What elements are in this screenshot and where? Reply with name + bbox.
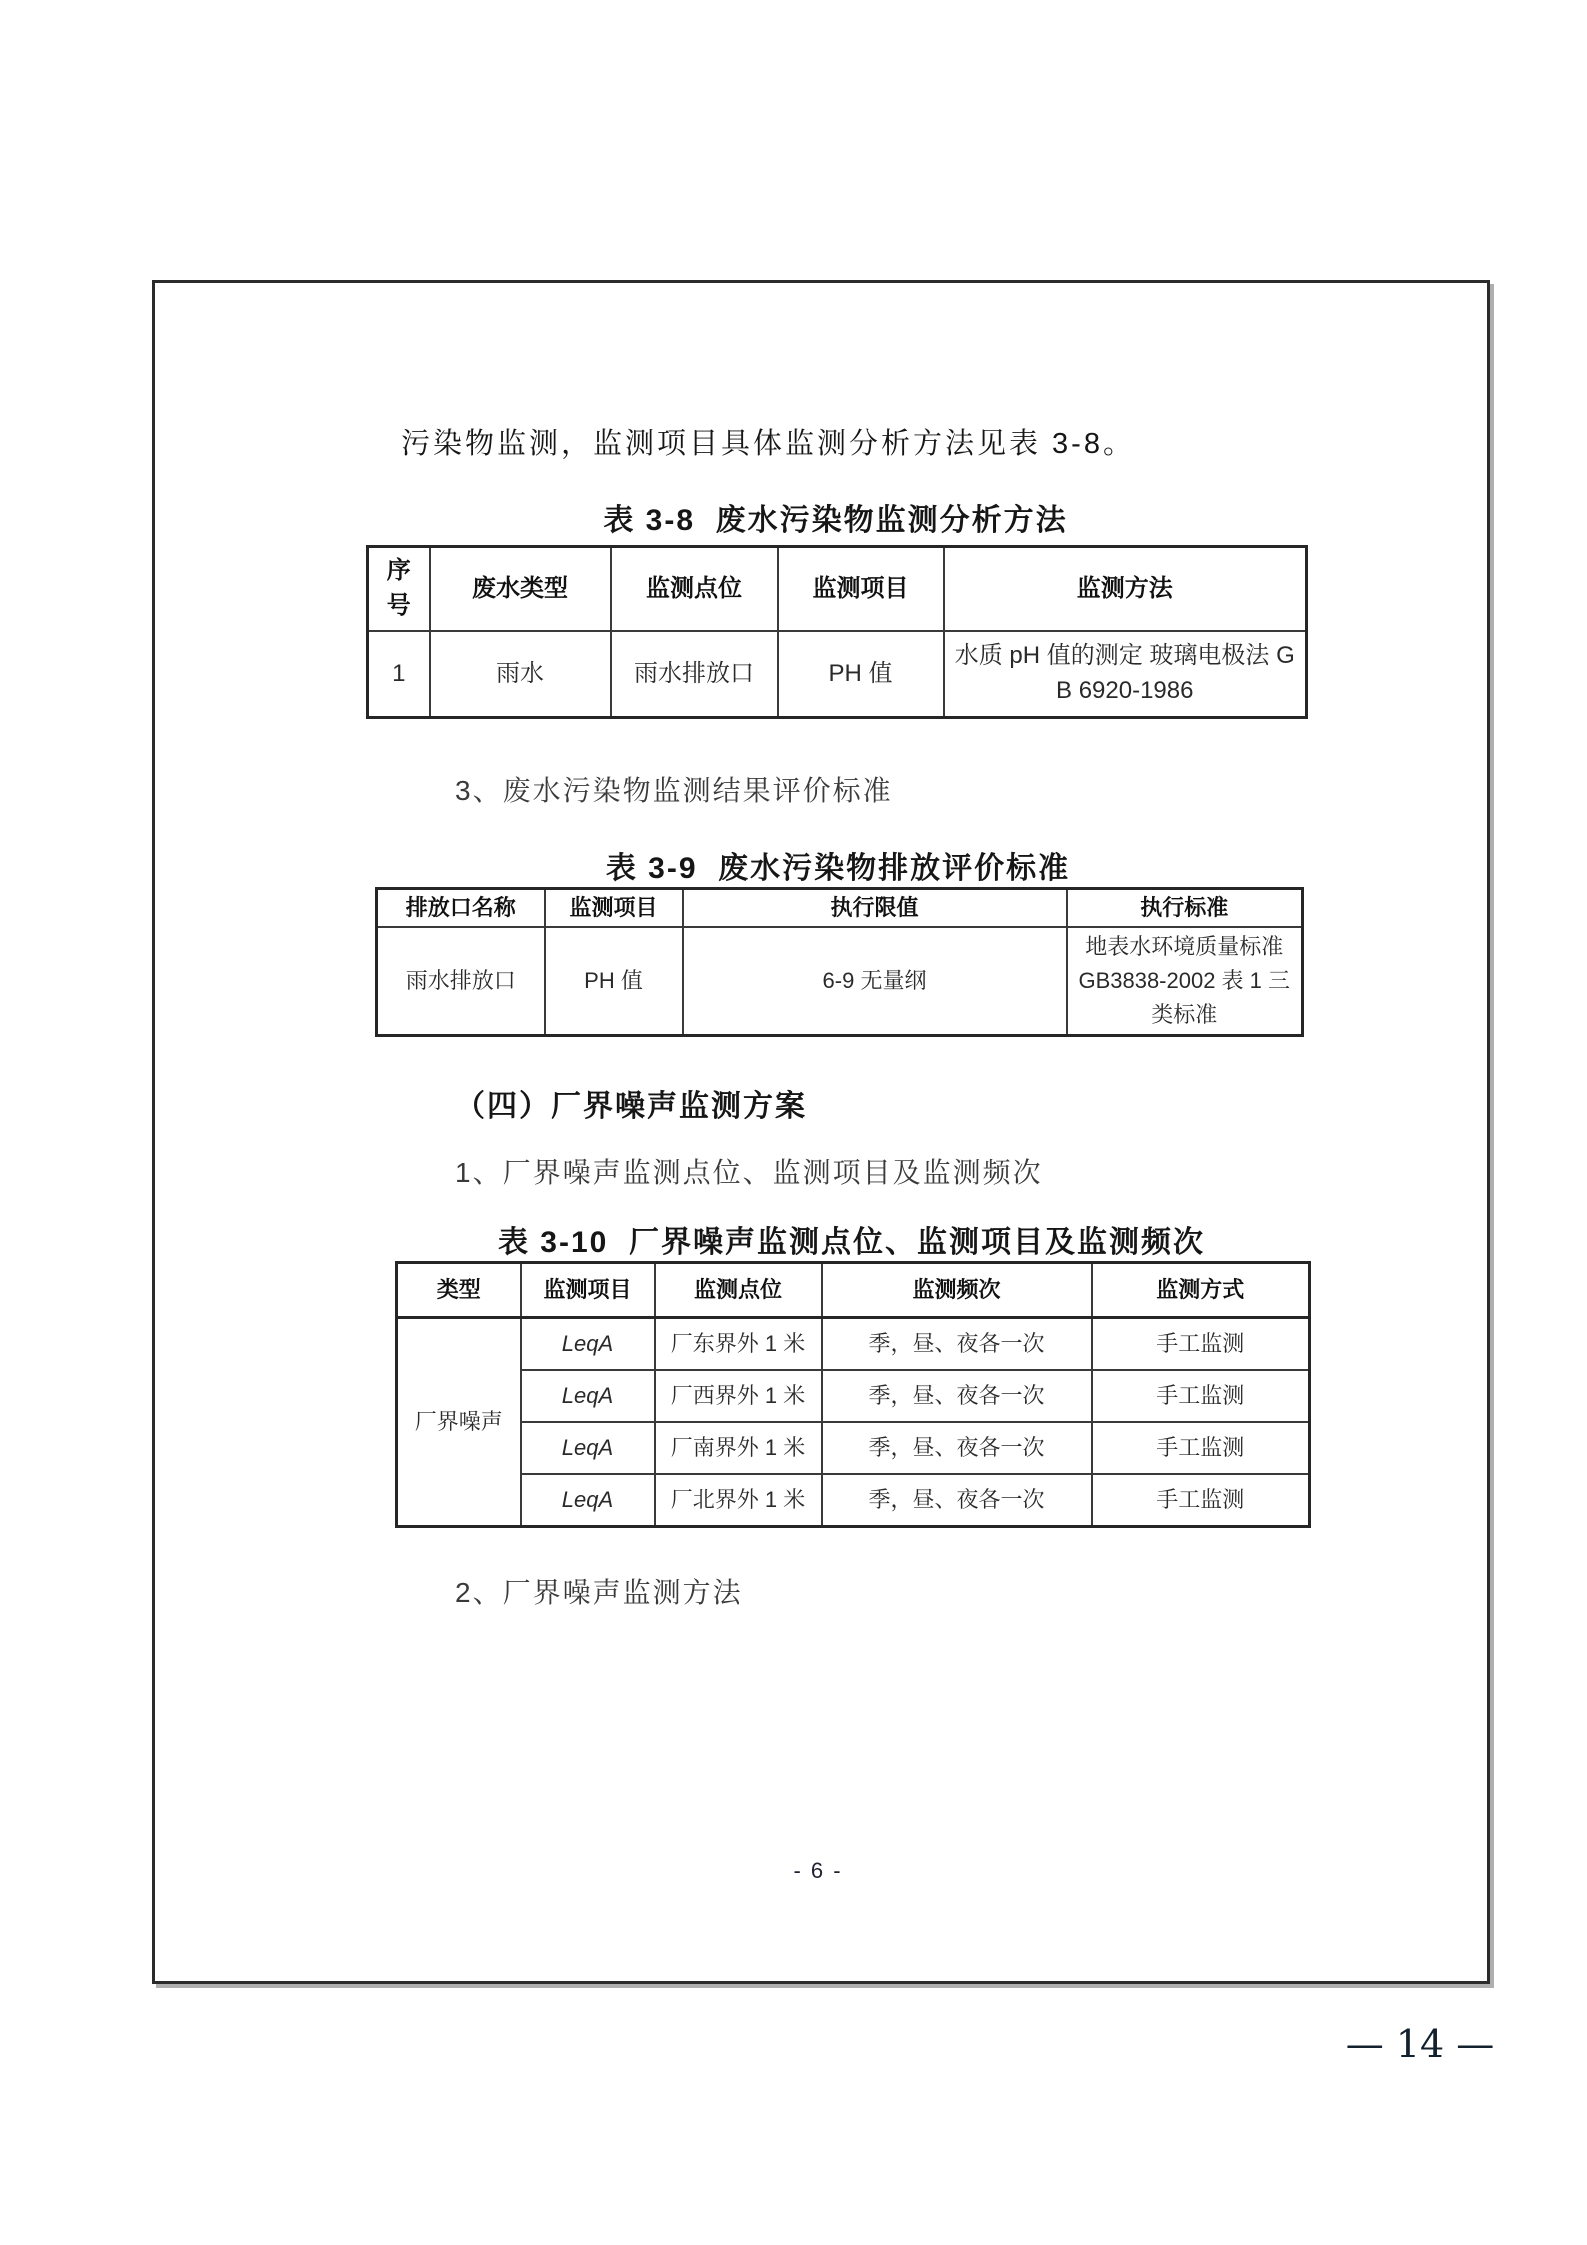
table-3-10-row-east	[397, 1318, 1310, 1371]
cell-monitor-mode: 手工监测	[1092, 1422, 1310, 1474]
column-header-monitor-method: 监测方法	[944, 547, 1307, 632]
table-3-8-header-row	[368, 547, 1307, 632]
document-page-frame	[152, 280, 1490, 1984]
column-header-monitor-point: 监测点位	[611, 547, 778, 632]
cell-monitor-frequency: 季，昼、夜各一次	[822, 1474, 1092, 1527]
column-header-seq: 序号	[368, 547, 430, 632]
cell-monitor-item: LeqA	[521, 1318, 655, 1371]
cell-monitor-mode: 手工监测	[1092, 1318, 1310, 1371]
cell-monitor-item: PH 值	[778, 631, 944, 718]
cell-monitor-frequency: 季，昼、夜各一次	[822, 1318, 1092, 1371]
footer-page-marker: - 6 -	[793, 1858, 843, 1883]
table-3-9-header-row	[377, 889, 1303, 928]
cell-monitor-item: LeqA	[521, 1422, 655, 1474]
table-3-9	[375, 887, 1304, 1037]
column-header-wastewater-type: 废水类型	[430, 547, 611, 632]
cell-monitor-method: 水质 pH 值的测定 玻璃电极法 GB 6920-1986	[944, 631, 1307, 718]
column-header-limit: 执行限值	[683, 889, 1067, 928]
table-3-8	[366, 545, 1308, 719]
table-3-9-data-row	[377, 927, 1303, 1036]
cell-monitor-item: LeqA	[521, 1370, 655, 1422]
cell-seq: 1	[368, 631, 430, 718]
column-header-standard: 执行标准	[1067, 889, 1303, 928]
cell-standard: 地表水环境质量标准 GB3838-2002 表 1 三类标准	[1067, 927, 1303, 1036]
column-header-monitor-item: 监测项目	[778, 547, 944, 632]
cell-monitor-point: 厂东界外 1 米	[655, 1318, 822, 1371]
cell-wastewater-type: 雨水	[430, 631, 611, 718]
cell-monitor-mode: 手工监测	[1092, 1370, 1310, 1422]
heading-item-2: 2、厂界噪声监测方法	[455, 1577, 743, 1608]
table-3-8-title: 表 3-8 废水污染物监测分析方法	[603, 504, 1068, 537]
cell-limit: 6-9 无量纲	[683, 927, 1067, 1036]
cell-monitor-item: LeqA	[521, 1474, 655, 1527]
page-number: — 14 —	[1345, 2022, 1495, 2066]
cell-outlet-name: 雨水排放口	[377, 927, 545, 1036]
column-header-monitor-item: 监测项目	[521, 1263, 655, 1318]
cell-monitor-frequency: 季，昼、夜各一次	[822, 1370, 1092, 1422]
intro-paragraph: 污染物监测，监测项目具体监测分析方法见表 3-8。	[401, 428, 1135, 460]
cell-monitor-point: 厂北界外 1 米	[655, 1474, 822, 1527]
cell-monitor-point: 雨水排放口	[611, 631, 778, 718]
table-3-10-header-row	[397, 1263, 1310, 1318]
table-3-10-row-north	[397, 1474, 1310, 1527]
column-header-monitor-frequency: 监测频次	[822, 1263, 1092, 1318]
table-3-8-data-row	[368, 631, 1307, 718]
column-header-monitor-point: 监测点位	[655, 1263, 822, 1318]
table-3-10-row-west	[397, 1370, 1310, 1422]
table-3-10-title: 表 3-10 厂界噪声监测点位、监测项目及监测频次	[497, 1226, 1206, 1259]
cell-noise-group-label: 厂界噪声	[397, 1318, 521, 1527]
cell-monitor-item: PH 值	[545, 927, 683, 1036]
table-3-9-title: 表 3-9 废水污染物排放评价标准	[605, 852, 1071, 885]
heading-item-3: 3、废水污染物监测结果评价标准	[455, 775, 893, 806]
table-3-10-row-south	[397, 1422, 1310, 1474]
cell-monitor-point: 厂西界外 1 米	[655, 1370, 822, 1422]
column-header-monitor-mode: 监测方式	[1092, 1263, 1310, 1318]
column-header-type: 类型	[397, 1263, 521, 1318]
cell-monitor-mode: 手工监测	[1092, 1474, 1310, 1527]
heading-item-1: 1、厂界噪声监测点位、监测项目及监测频次	[455, 1157, 1043, 1188]
cell-monitor-point: 厂南界外 1 米	[655, 1422, 822, 1474]
table-3-10	[395, 1261, 1311, 1528]
heading-section-4: （四）厂界噪声监测方案	[455, 1090, 807, 1123]
cell-monitor-frequency: 季，昼、夜各一次	[822, 1422, 1092, 1474]
column-header-outlet-name: 排放口名称	[377, 889, 545, 928]
column-header-monitor-item: 监测项目	[545, 889, 683, 928]
